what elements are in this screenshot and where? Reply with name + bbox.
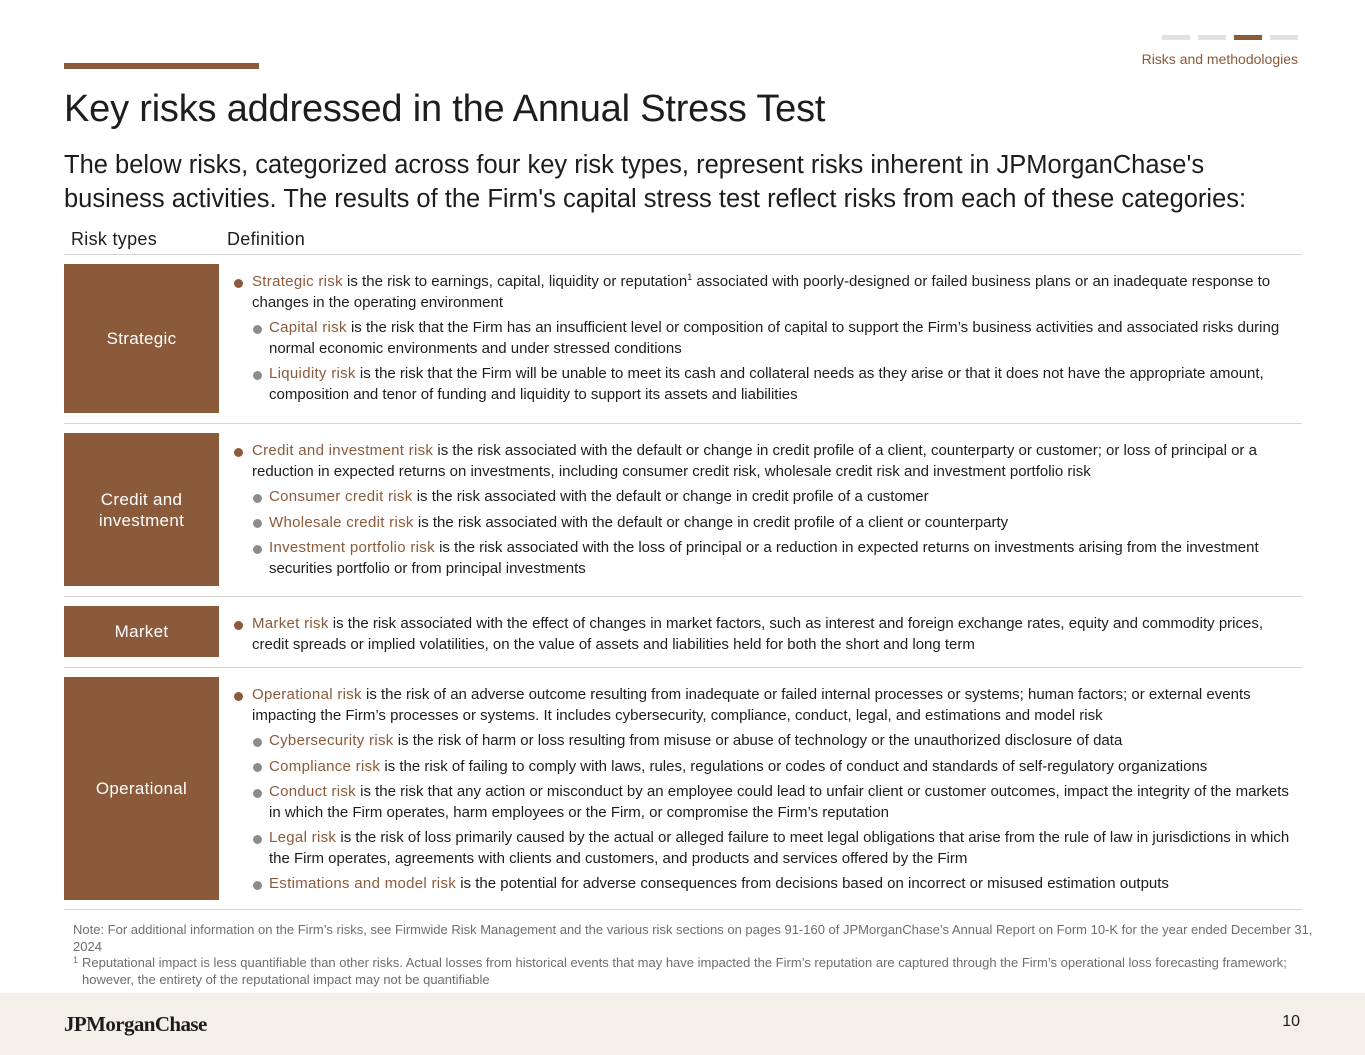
divider: [64, 423, 1302, 424]
divider: [64, 909, 1302, 910]
risk-term: Wholesale credit risk: [269, 513, 414, 531]
risk-type-label: Credit and investment: [64, 433, 219, 586]
risk-description: is the risk to earnings, capital, liquidity or reputation: [342, 273, 688, 290]
page-number: 10: [1282, 1013, 1300, 1030]
bullet-icon: [253, 789, 262, 798]
risk-term: Investment portfolio risk: [269, 539, 435, 556]
bullet-icon: [253, 545, 262, 554]
risk-definition-subitem: [234, 782, 1294, 823]
risk-term: Capital risk: [269, 319, 347, 336]
bullet-icon: [234, 279, 243, 288]
risk-definitions: [234, 272, 1294, 410]
risk-term: Market risk: [252, 615, 329, 632]
bullet-icon: [234, 692, 243, 701]
footnote-reference: 1: [687, 272, 693, 282]
section-label: Risks and methodologies: [1141, 51, 1298, 67]
risk-term: Cybersecurity risk: [269, 732, 394, 749]
company-logo: JPMorganChase: [64, 1012, 207, 1036]
bullet-icon: [234, 448, 243, 457]
bullet-icon: [253, 835, 262, 844]
column-header-risk-types: Risk types: [71, 229, 158, 249]
risk-description: associated with poorly-designed or failed business plans or an inadequate response to changes in the operating environment: [252, 273, 1271, 311]
footnote: [73, 955, 1313, 988]
progress-step: [1198, 35, 1226, 40]
risk-description: is the risk that any action or misconduct by an employee could lead to unfair client or customer outcomes, impact the integrity of the markets in which the Firm operates, harm employees or the Firm, or compromise the Firm’s reputation: [269, 783, 1289, 821]
risk-type-label: Operational: [64, 677, 219, 900]
risk-definition-item: [234, 685, 1294, 726]
risk-term: Operational risk: [252, 686, 362, 703]
divider: [64, 254, 1302, 255]
risk-description: is the risk associated with the default or change in credit profile of a client or counterparty: [413, 513, 1009, 531]
risk-term: Liquidity risk: [269, 365, 356, 382]
bullet-icon: [253, 325, 262, 334]
progress-step-active: [1234, 35, 1262, 40]
risk-definition-item: [234, 614, 1294, 655]
risk-definition-subitem: [234, 757, 1294, 778]
divider: [64, 667, 1302, 668]
risk-description: is the risk associated with the loss of principal or a reduction in expected returns on investments arising from the investment securities portfolio or from principal investments: [269, 539, 1259, 577]
risk-row-credit-and-investment: [64, 433, 1302, 586]
progress-step: [1162, 35, 1190, 40]
divider: [64, 596, 1302, 597]
risk-description: is the risk of harm or loss resulting from misuse or abuse of technology or the unauthorized disclosure of data: [393, 732, 1123, 749]
bullet-icon: [253, 763, 262, 772]
risk-definition-subitem: [234, 364, 1294, 405]
risk-description: is the risk associated with the effect of changes in market factors, such as interest and foreign exchange rates, equity and commodity prices, credit spreads or implied volatilities, on the value of assets and liabilities held for both the short and long term: [252, 615, 1264, 653]
bullet-icon: [253, 519, 262, 528]
risk-definitions: [234, 441, 1294, 584]
risk-description: is the potential for adverse consequences from decisions based on incorrect or misused estimation outputs: [456, 875, 1169, 892]
risk-term: Strategic risk: [252, 273, 343, 290]
risk-description: is the risk that the Firm will be unable to meet its cash and collateral needs as they arise or that it does not have the appropriate amount, composition and tenor of funding and liquidity to support its assets and liabilities: [269, 365, 1264, 403]
risk-definition-item: [234, 441, 1294, 482]
risk-term: Estimations and model risk: [269, 875, 457, 892]
risk-term: Credit and investment risk: [252, 442, 434, 459]
risk-definitions: [234, 685, 1294, 900]
risk-description: is the risk associated with the default or change in credit profile of a client, counterparty or customer; or loss of principal or a reduction in expected returns on investments, including consumer credit risk, wholesale credit risk and investment portfolio risk: [252, 442, 1257, 480]
risk-definition-subitem: [234, 538, 1294, 579]
footer: [0, 993, 1365, 1055]
risk-description: is the risk of failing to comply with laws, rules, regulations or codes of conduct and standards of self-regulatory organizations: [380, 757, 1208, 775]
bullet-icon: [253, 881, 262, 890]
page-subtitle: The below risks, categorized across four key risk types, represent risks inherent in JPMorganChase's business activities. The results of the Firm's capital stress test reflect risks from each of these categories:: [64, 151, 1247, 213]
section-progress-indicator: [1162, 35, 1298, 40]
risk-definition-subitem: [234, 731, 1294, 752]
risk-term: Conduct risk: [269, 783, 356, 800]
risk-row-operational: [64, 677, 1302, 900]
bullet-icon: [253, 494, 262, 503]
risk-description: is the risk associated with the default or change in credit profile of a customer: [412, 488, 929, 505]
risk-term: Consumer credit risk: [269, 488, 413, 505]
risk-term: Compliance risk: [269, 757, 381, 775]
risk-description: is the risk of an adverse outcome resulting from inadequate or failed internal processes or systems; human factors; or external events impacting the Firm’s processes or systems. It includes cybersecurity, compliance, conduct, legal, and estimations and model risk: [252, 686, 1251, 724]
bullet-icon: [234, 621, 243, 630]
risk-definition-subitem: [234, 318, 1294, 359]
accent-bar: [64, 63, 259, 69]
footnote-mark: 1: [73, 955, 79, 965]
bullet-icon: [253, 371, 262, 380]
risk-description: is the risk of loss primarily caused by the actual or alleged failure to meet legal obligations that arise from the rule of law in jurisdictions in which the Firm operates, agreements with clients and customers, and products and services offered by the Firm: [269, 829, 1290, 867]
risk-row-strategic: [64, 264, 1302, 413]
footnote-text: Reputational impact is less quantifiable than other risks. Actual losses from historical events that may have impacted the Firm’s reputation are captured through the Firm’s operational loss forecasting framework; however, the entirety of the reputational impact may not be quantifiable: [82, 955, 1287, 987]
page-title: Key risks addressed in the Annual Stress Test: [64, 88, 826, 130]
risk-definition-subitem: [234, 874, 1294, 895]
column-header-definition: Definition: [227, 229, 306, 249]
progress-step: [1270, 35, 1298, 40]
risk-definition-subitem: [234, 513, 1294, 534]
risk-type-label: Market: [64, 606, 219, 657]
risk-row-market: [64, 606, 1302, 657]
risk-definition-subitem: [234, 487, 1294, 508]
note-text: Note: For additional information on the Firm’s risks, see Firmwide Risk Management and the various risk sections on pages 91-160 of JPMorganChase’s Annual Report on Form 10-K for the year ended December 31, 2024: [73, 922, 1313, 954]
risk-definitions: [234, 614, 1294, 660]
risk-term: Legal risk: [269, 829, 337, 846]
risk-description: is the risk that the Firm has an insufficient level or composition of capital to support the Firm’s business activities and associated risks during normal economic environments and under stressed conditions: [269, 319, 1280, 357]
risk-definition-item: [234, 272, 1294, 313]
risk-type-label: Strategic: [64, 264, 219, 413]
risk-definition-subitem: [234, 828, 1294, 869]
bullet-icon: [253, 738, 262, 747]
